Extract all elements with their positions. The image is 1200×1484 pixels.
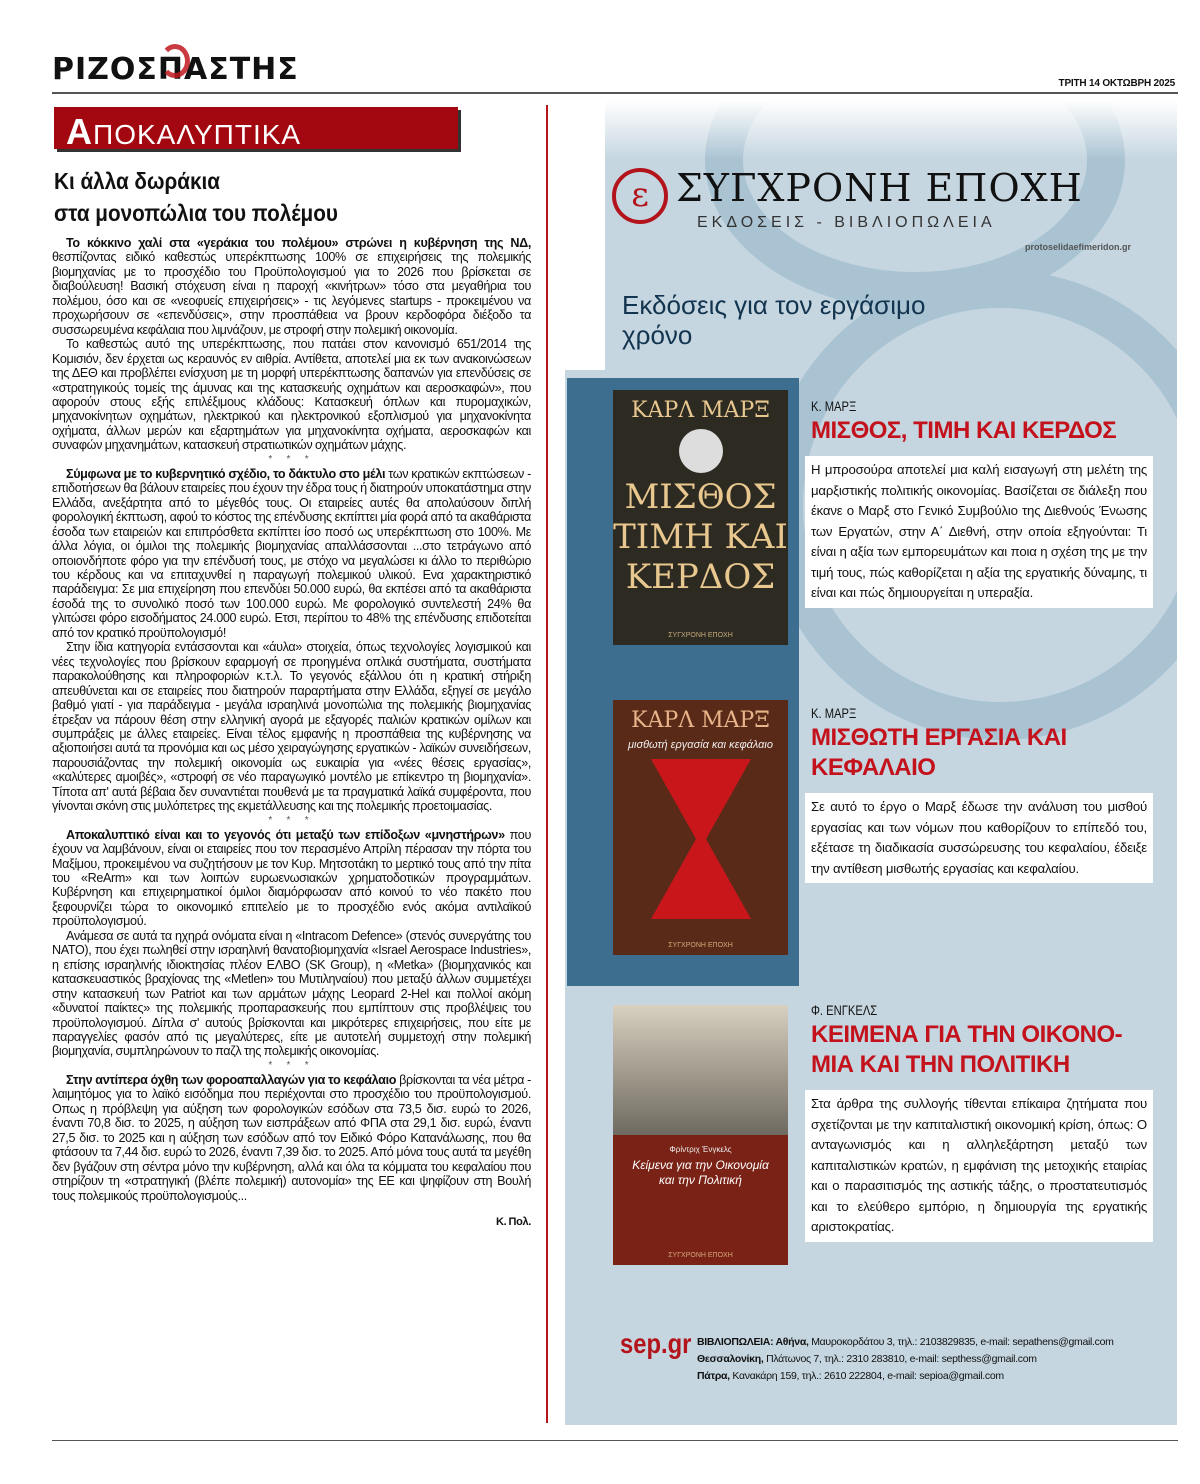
top-rule (52, 92, 1178, 94)
newspaper-masthead: ΡΙΖΟΣΠΑΣΤΗΣ (52, 52, 299, 87)
section-banner: ΑΠΟΚΑΛΥΠΤΙΚΑ (54, 107, 458, 149)
watermark: protoselidaefimeridon.gr (1025, 242, 1132, 252)
publisher-name: ΣΥΓΧΡΟΝΗ ΕΠΟΧΗ (676, 166, 1083, 210)
publisher-subtitle: ΕΚΔΟΣΕΙΣ - ΒΙΒΛΙΟΠΩΛΕΙΑ (697, 214, 996, 231)
paragraph: Αποκαλυπτικό είναι και το γεγονός ότι μεταξύ των επίδοξων «μνηστήρων» που έχουν να λαμβάνουν, είναι οι εταιρείες που τον περασμένο Απρίλη πέρασαν την πόρτα του Μαξίμου, προκειμένου να συζητήσουν με τον Κυρ. Μητσοτάκη το μερτικό τους από την πίτα του «ReArm» και των λοιπών ευρωενωσιακών χρηματοδοτικών προγραμμάτων. Κυβέρνηση και επιχειρηματικοί όμιλοι διαμόρφωσαν από κοινού το νέο πακέτο που ξεφουρνίζει τώρα το οικονομικό επιτελείο με το προσχέδιο ενός ακόμα αντιλαϊκού προϋπολογισμού. (52, 827, 531, 929)
marx-portrait-icon (679, 429, 723, 473)
issue-date: ΤΡΙΤΗ 14 ΟΚΤΩΒΡΗ 2025 (1058, 78, 1175, 89)
hourglass-icon (646, 759, 756, 919)
book-entry: Φ. ΕΝΓΚΕΛΣ ΚΕΙΜΕΝΑ ΓΙΑ ΤΗΝ ΟΙΚΟΝΟ-ΜΙΑ ΚΑΙ ΤΗΝ ΠΟΛΙΤΙΚΗ Στα άρθρα της συλλογής τίθενται επίκαιρα ζητήματα που σχετίζονται με την καπιταλιστική οικονομική κρίση, όπως: Ο ανταγωνισμός και η αλληλεξάρτηση μεταξύ των καπιταλιστικών κρατών, η εμφάνιση της μετοχικής εταιρίας και ο παρασιτισμός της αστικής τάξης, ο προστατευτισμός και το ελεύθερο εμπόριο, η δημιουργία της εργατικής αριστοκρατίας. (805, 1002, 1153, 1242)
book-entry: Κ. ΜΑΡΞ ΜΙΣΘΩΤΗ ΕΡΓΑΣΙΑ ΚΑΙ ΚΕΦΑΛΑΙΟ Σε αυτό το έργο ο Μαρξ έδωσε την ανάλυση του μισθού εργασίας και των νόμων που καθορίζουν το επίπεδό του, εξέτασε τη διαδικασία συσσώρευσης του κεφαλαίου, έδειξε την αντίθεση μισθωτής εργασίας και κεφαλαίου. (805, 705, 1153, 883)
publisher-logo: ε (612, 168, 668, 224)
contact-line: ΒΙΒΛΙΟΠΩΛΕΙΑ: Αθήνα, Μαυροκορδάτου 3, τηλ.: 2103829835, e-mail: sepathens@gmail.com (697, 1336, 1114, 1348)
separator-stars: * * * (268, 453, 315, 465)
paragraph: Το κόκκινο χαλί στα «γεράκια του πολέμου» στρώνει η κυβέρνηση της ΝΔ, θεσπίζοντας ειδικό καθεστώς υπερέκπτωσης 100% σε επιχειρήσεις της πολεμικής βιομηχανίας με το προσχέδιο του Προϋπολογισμού για το 2026 που βρίσκεται σε διαβούλευση! Βασική στόχευση είναι η παροχή «κινήτρων» τόσο στα μεγαθήρια του πολέμου, όσο και σε «νεοφυείς επιχειρήσεις» - τις λεγόμενες startups - προκειμένου να προχωρήσουν σε «επενδύσεις», στην προσπάθεια να βρουν κερδοφόρα διέξοδο τα συσσωρευμένα κεφάλαια που λιμνάζουν, με στροφή στην πολεμική οικονομία. (52, 236, 531, 337)
article-author: Κ. Πολ. (496, 1216, 531, 1228)
column-divider (546, 105, 548, 1423)
book-cover: ΚΑΡΛ ΜΑΡΞ ΜΙΣΘΟΣ ΤΙΜΗ ΚΑΙ ΚΕΡΔΟΣ ΣΥΓΧΡΟΝΗ ΕΠΟΧΗ (613, 390, 788, 645)
ad-title: Εκδόσεις για τον εργάσιμο χρόνο (622, 290, 926, 350)
contact-line: Θεσσαλονίκη, Πλάτωνος 7, τηλ.: 2310 283810, e-mail: septhess@gmail.com (697, 1353, 1037, 1365)
contact-line: Πάτρα, Κανακάρη 159, τηλ.: 2610 222804, e-mail: sepioa@gmail.com (697, 1370, 1004, 1382)
paragraph: Ανάμεσα σε αυτά τα ηχηρά ονόματα είναι η «Intracom Defence» (στενός συνεργάτης του ΝΑΤΟ), που έχει πωληθεί στην ισραηλινή θανατοβιομηχανία «Israel Aerospace Industries», η επίσης ισραηλινής ιδιοκτησίας πλέον ΕΛΒΟ (SK Group), η «Metka» (βιομηχανικός και κατασκευαστικός βραχίονας της «Metlen» του Μυτιληναίου) που μεταξύ άλλων συμμετέχει στην κατασκευή των Patriot και των αρμάτων μάχης Leopard 2-Hel και πολλοί ακόμη «δυνατοί παίκτες» της πολεμικής προπαρασκευής που εμπίπτουν στις προβλέψεις του προϋπολογισμού. Δίπλα σ' αυτούς βρίσκονται και μικρότερες επιχειρήσεις, που είτε με παραγγελίες φασόν από τις μεγαλύτερες, είτε με αυτοτελή συμμετοχή στην πολεμική βιομηχανία, συμπληρώνουν το παζλ της πολεμικής οικονομίας. (52, 928, 531, 1059)
paragraph: Το καθεστώς αυτό της υπερέκπτωσης, που πατάει στον κανονισμό 651/2014 της Κομισιόν, δεν έρχεται ως κεραυνός εν αιθρία. Αντίθετα, αποτελεί μια εκ των ανακοινώσεων της ΔΕΘ και προβλέπει ενίσχυση με τη μορφή υπερέκπτωσης δαπανών για επενδύσεις σε «στρατηγικούς τομείς της άμυνας και της κατασκευής οχημάτων και αεροσκαφών», που αφορούν στους εξής επιλέξιμους κλάδους: Κατασκευή όπλων και πυρομαχικών, μηχανοκίνητων οχημάτων, ηλεκτρικού και ηλεκτρονικού εξοπλισμού για μηχανοκίνητα οχήματα, άλλων μερών και εξαρτημάτων για μηχανοκίνητα οχήματα, αεροσκαφών και συναφών μηχανημάτων, κατασκευή στρατιωτικών οχημάτων μάχης. (52, 337, 531, 453)
book-cover: ΚΑΡΛ ΜΑΡΞ μισθωτή εργασία και κεφάλαιο ΣΥΓΧΡΟΝΗ ΕΠΟΧΗ (613, 700, 788, 955)
book-entry: Κ. ΜΑΡΞ ΜΙΣΘΟΣ, ΤΙΜΗ ΚΑΙ ΚΕΡΔΟΣ Η μπροσούρα αποτελεί μια καλή εισαγωγή στη μελέτη της μαρξιστικής πολιτικής οικονομίας. Βασίζεται σε διάλεξη που έκανε ο Μαρξ στο Γενικό Συμβούλιο της Διεθνούς Ένωσης των Εργατών, στην Α΄ Διεθνή, στην οποία εξηγούνται: Τι είναι η αξία των εμπορευμάτων και ποια η σχέση της με την τιμή τους, πώς καθορίζεται η αξία της εργατικής δύναμης, τι είναι και πώς δημιουργείται η υπεραξία. (805, 398, 1153, 608)
paragraph: Στην αντίπερα όχθη των φοροαπαλλαγών για το κεφάλαιο βρίσκονται τα νέα μέτρα - λαιμητόμος για το λαϊκό εισόδημα που περιέχονται στο προσχέδιο του προϋπολογισμού. Οπως η πρόβλεψη για αύξηση των φορολογικών εσόδων στα 73,5 δισ. ευρώ το 2026, έναντι 70,8 δισ. το 2025, η αύξηση των εισπράξεων από ΦΠΑ στα 29,1 δισ. ευρώ, έναντι 27,5 δισ. το 2025 και η αύξηση των εσόδων από τον Ειδικό Φόρο Κατανάλωσης, που θα φτάσουν τα 7,44 δισ. ευρώ το 2026, έναντι 7,39 δισ. το 2025. Από μόνα τους αυτά τα μεγέθη δεν βγάζουν στη σέντρα μόνο την κυβέρνηση, αλλά και όλα τα κόμματα του κεφαλαίου που στηρίζουν τη «στρατηγική (βλέπε πολεμική) αυτονομία» της ΕΕ και ψηφίζουν στη Βουλή τους πολεμικούς προϋπολογισμούς... (52, 1072, 531, 1203)
publisher-website: sep.gr (620, 1328, 692, 1359)
separator-stars: * * * (268, 1059, 315, 1071)
article-body (52, 236, 531, 1229)
paragraph: Σύμφωνα με το κυβερνητικό σχέδιο, το δάκτυλο στο μέλι των κρατικών εκπτώσεων - επιδοτήσεων θα βάλουν εταιρείες που έχουν την έδρα τους ή διατηρούν υποκατάστημα στην Ελλάδα, ανεξάρτητα από το μέγεθός τους. Οι εταιρείες αυτές θα απολαύσουν διπλή φορολογική έκπτωση, αφού το κόστος της επένδυσης εκπίπτει μία φορά από τα ακαθάριστα έσοδα των εταιρειών και επιπρόσθετα εκπίπτει ίσο ποσό ως υπερέκπτωση στο 100%. Με άλλα λόγια, οι όμιλοι της πολεμικής βιομηχανίας απαλλάσσονται ...στο τετράγωνο από οποιονδήποτε φόρο για την επένδυσή τους, με στόχο να μεγαλώσει κι άλλο το περιθώριο του κέρδους και να επιταχυνθεί η παραγωγή πολεμικού υλικού. Ενα χαρακτηριστικό παράδειγμα: Σε μια επιχείρηση που επενδύει 50.000 ευρώ, θα εκπέσει από τα ακαθάριστα έσοδά της το συνολικό ποσό των 100.000 ευρώ. Με φορολογικό συντελεστή 24% θα γλιτώσει φόρο εισοδήματος 24.000 ευρώ. Ετσι, περίπου το 48% της επένδυσης επιδοτείται από τον κρατικό προϋπολογισμό! (52, 466, 531, 640)
paragraph: Στην ίδια κατηγορία εντάσσονται και «άυλα» στοιχεία, όπως τεχνολογίες λογισμικού και νέες τεχνολογίες που βρίσκουν εφαρμογή σε προηγμένα οπλικά συστήματα, συστήματα παρακολούθησης και πληροφοριών κ.τ.λ. Το γεγονός εξάλλου ότι η κρατική στήριξη απευθύνεται και σε εταιρείες που διατηρούν παραρτήματα στην Ελλάδα, εξηγεί σε μεγάλο βαθμό γιατί - για παράδειγμα - μεγάλα ισραηλινά μονοπώλια της πολεμικής βιομηχανίας έτρεξαν να πάρουν θέση στην ελληνική αγορά με εξαγορές παλιών κρατικών ομίλων και συμπράξεις με άλλες εταιρείες. Είναι τέλος εμφανής η προσπάθεια της κυβέρνησης να αξιοποιήσει αυτά τα προνόμια και ως μέσο χειραγώγησης εργατικών - λαϊκών συνειδήσεων, παρουσιάζοντας την πολεμική οικονομία ως ευκαιρία για «νέες θέσεις εργασίας», «καλύτερες αμοιβές», «στροφή σε νέο παραγωγικό μοντέλο με επίκεντρο τη βιομηχανία». Τίποτα απ' αυτά βέβαια δεν συναντιέται πουθενά με τα πραγματικά λαϊκά συμφέροντα, που γίνονται σκόνη στις μυλόπετρες της εκμετάλλευσης και της πολεμικής προετοιμασίας. (52, 640, 531, 814)
bottom-rule (52, 1440, 1178, 1441)
separator-stars: * * * (268, 814, 315, 826)
book-cover: Φρίντριχ Ένγκελς Κείμενα για την Οικονομία και την Πολιτική ΣΥΓΧΡΟΝΗ ΕΠΟΧΗ (613, 1005, 788, 1265)
hammer-sickle-icon (160, 44, 190, 78)
engraving-illustration (613, 1005, 788, 1135)
bookstore-contacts (697, 1334, 1114, 1385)
article-headline: Κι άλλα δωράκια στα μονοπώλια του πολέμου (54, 168, 338, 226)
